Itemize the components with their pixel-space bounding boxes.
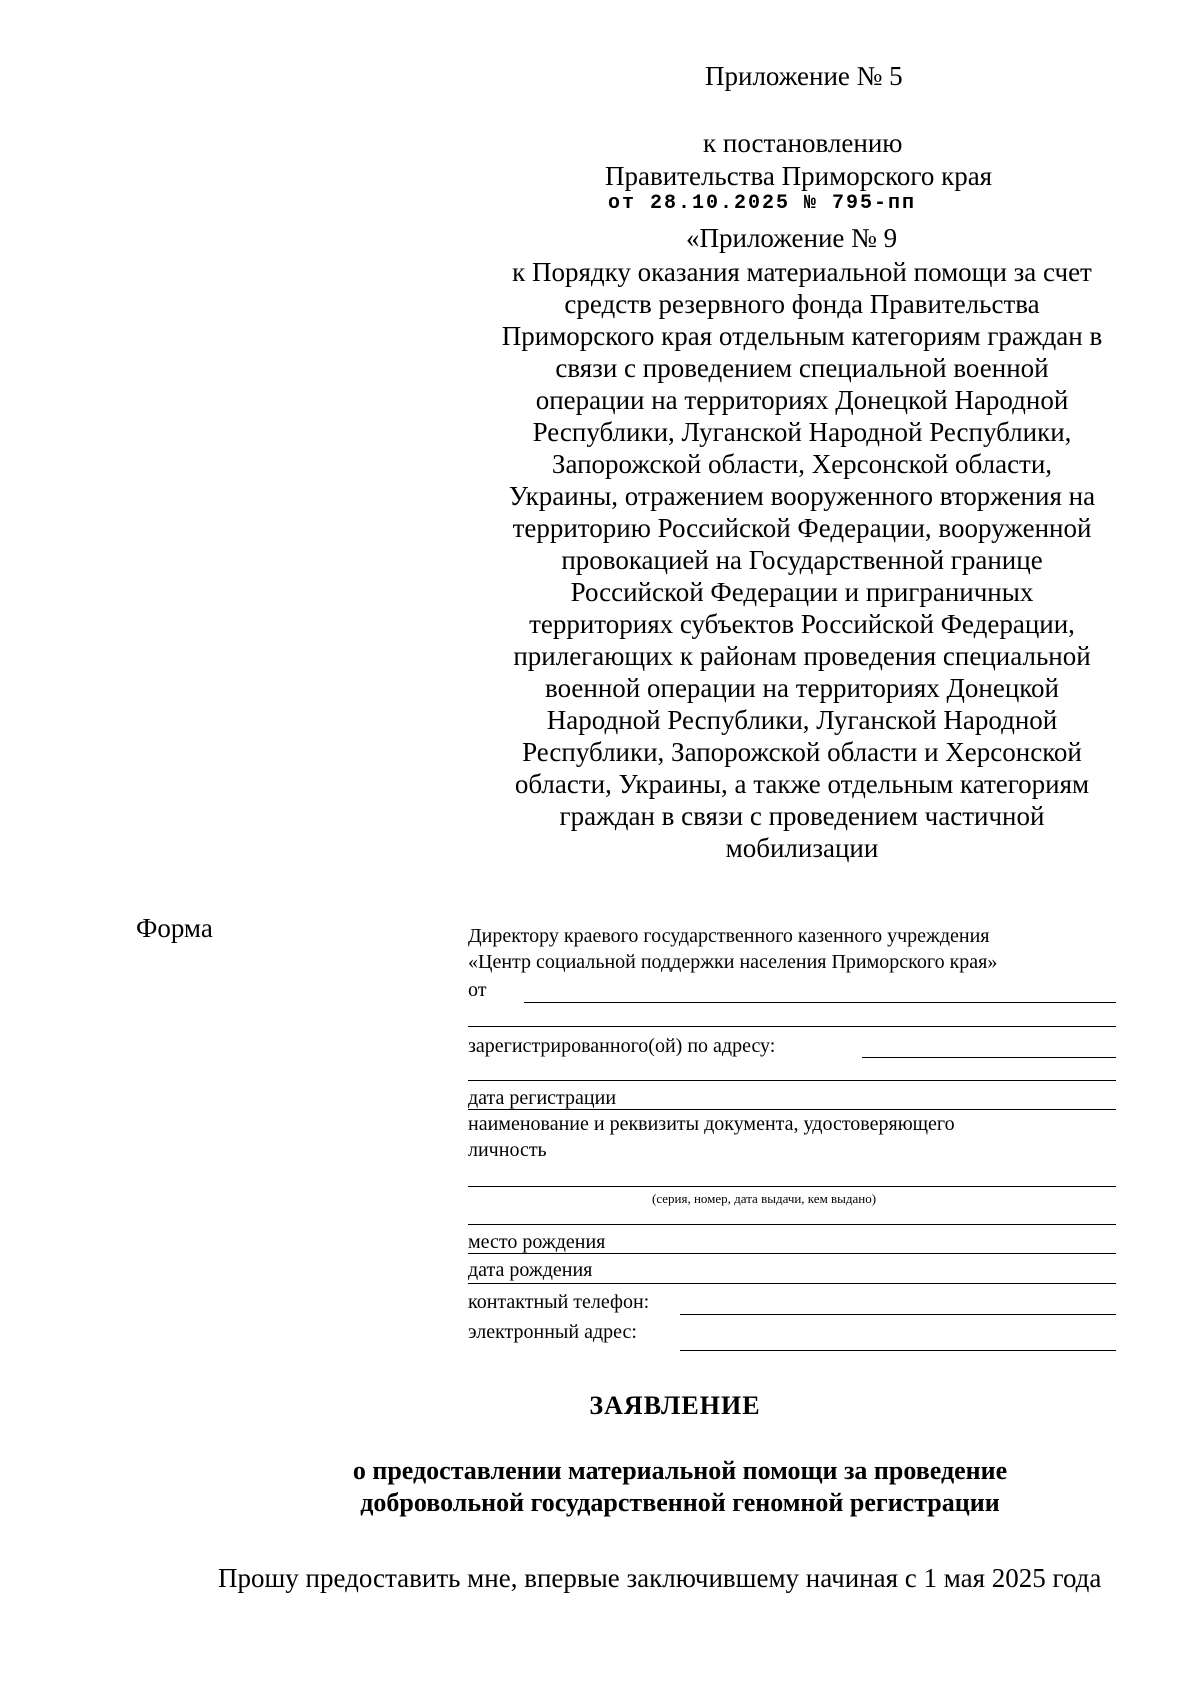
from-label: от: [468, 979, 487, 1001]
order-title-line: области, Украины, а также отдельным категориям: [514, 769, 1090, 799]
order-title-line: средств резервного фонда Правительства: [564, 289, 1040, 319]
order-title-line: Запорожской области, Херсонской области,: [551, 449, 1053, 479]
order-title-line: территориях субъектов Российской Федерации,: [529, 609, 1075, 639]
registered-address-label: зарегистрированного(ой) по адресу:: [468, 1035, 776, 1057]
email-label: электронный адрес:: [468, 1321, 637, 1343]
order-title-line: военной операции на территориях Донецкой: [545, 673, 1059, 703]
order-title-line: Республики, Запорожской области и Херсонской: [522, 737, 1082, 767]
birthplace-field[interactable]: [468, 1253, 1116, 1254]
id-document-field-2[interactable]: [468, 1224, 1116, 1225]
order-title: [462, 256, 1142, 864]
order-title-line: к Порядку оказания материальной помощи за счет: [512, 257, 1092, 287]
document-title: ЗАЯВЛЕНИЕ: [589, 1391, 761, 1420]
body-paragraph-line: Прошу предоставить мне, впервые заключившему начиная с 1 мая 2025 года: [218, 1563, 1102, 1593]
registered-address-field-2[interactable]: [468, 1080, 1116, 1081]
order-title-line: граждан в связи с проведением частичной: [559, 801, 1045, 831]
order-title-line: прилегающих к районам проведения специальной: [513, 641, 1091, 671]
from-name-field[interactable]: [524, 1002, 1116, 1003]
resolution-ref: к постановлению: [703, 128, 903, 158]
order-title-line: провокацией на Государственной границе: [561, 545, 1043, 575]
birthdate-label: дата рождения: [468, 1259, 593, 1281]
subtitle-line: добровольной государственной геномной регистрации: [360, 1488, 1000, 1517]
form-label: Форма: [136, 913, 213, 943]
order-title-line: мобилизации: [725, 833, 879, 863]
order-title-line: Республики, Луганской Народной Республики,: [532, 417, 1072, 447]
order-title-line: Российской Федерации и приграничных: [570, 577, 1034, 607]
email-field[interactable]: [680, 1350, 1116, 1351]
government-name: Правительства Приморского края: [605, 161, 993, 191]
order-title-line: Приморского края отдельным категориям граждан в: [501, 321, 1103, 351]
document-subtitle: [240, 1455, 1120, 1519]
order-title-line: Народной Республики, Луганской Народной: [546, 705, 1058, 735]
phone-label: контактный телефон:: [468, 1291, 650, 1313]
birthdate-field[interactable]: [468, 1283, 1116, 1284]
id-document-field[interactable]: [468, 1186, 1116, 1187]
from-name-field-2[interactable]: [468, 1026, 1116, 1027]
id-document-label: наименование и реквизиты документа, удостоверяющего: [468, 1113, 955, 1135]
resolution-date-number: от 28.10.2025 № 795-пп: [608, 192, 917, 215]
order-title-line: территорию Российской Федерации, вооруженной: [512, 513, 1092, 543]
addressee-line-1: Директору краевого государственного казенного учреждения: [468, 925, 990, 947]
registration-date-field[interactable]: [468, 1109, 1116, 1110]
id-document-label-2: личность: [468, 1139, 547, 1161]
subtitle-line: о предоставлении материальной помощи за проведение: [352, 1456, 1008, 1485]
phone-field[interactable]: [680, 1314, 1116, 1315]
registered-address-field[interactable]: [862, 1057, 1116, 1058]
appendix-number: Приложение № 5: [705, 61, 903, 91]
addressee-line-2: «Центр социальной поддержки населения Приморского края»: [468, 951, 998, 973]
order-title-line: связи с проведением специальной военной: [555, 353, 1049, 383]
birthplace-label: место рождения: [468, 1231, 606, 1253]
order-title-line: операции на территориях Донецкой Народной: [535, 385, 1069, 415]
inner-appendix-number: «Приложение № 9: [686, 223, 898, 253]
id-document-note: (серия, номер, дата выдачи, кем выдано): [652, 1191, 877, 1206]
registration-date-label: дата регистрации: [468, 1087, 617, 1109]
order-title-line: Украины, отражением вооруженного вторжения на: [508, 481, 1096, 511]
